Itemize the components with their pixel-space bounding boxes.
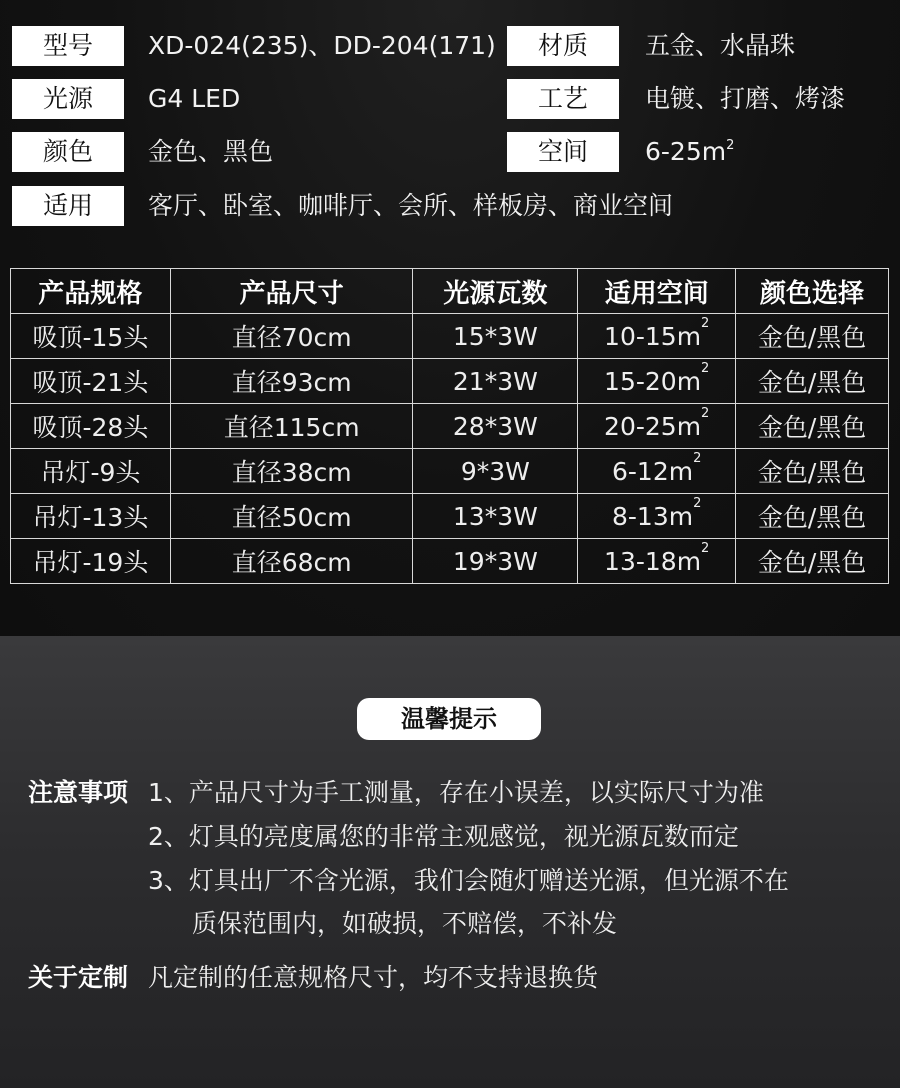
space-text: 10-15m <box>604 321 702 351</box>
spec-label-light-source: 光源 <box>12 79 124 119</box>
cell-space <box>578 314 736 359</box>
tips-section <box>0 636 900 1088</box>
notice-item: 3、灯具出厂不含光源，我们会随灯赠送光源，但光源不在 <box>148 866 789 895</box>
cell-size: 直径93cm <box>170 359 413 404</box>
cell-spec: 吊灯-19头 <box>11 539 171 584</box>
cell-space <box>578 494 736 539</box>
spec-row-model <box>0 26 900 66</box>
table-row <box>11 494 889 539</box>
cell-wattage: 13*3W <box>413 494 578 539</box>
cell-space <box>578 539 736 584</box>
spec-label-craft: 工艺 <box>507 79 619 119</box>
spec-label-color: 颜色 <box>12 132 124 172</box>
table-header: 适用空间 <box>578 269 736 314</box>
space-sup: 2 <box>701 360 710 376</box>
cell-space <box>578 449 736 494</box>
table-row <box>11 359 889 404</box>
spec-value-usage: 客厅、卧室、咖啡厅、会所、样板房、商业空间 <box>148 191 674 220</box>
cell-size: 直径70cm <box>170 314 413 359</box>
custom-text: 凡定制的任意规格尺寸，均不支持退换货 <box>148 963 599 992</box>
cell-wattage: 21*3W <box>413 359 578 404</box>
table-header: 光源瓦数 <box>413 269 578 314</box>
spec-label-usage: 适用 <box>12 186 124 226</box>
cell-wattage: 9*3W <box>413 449 578 494</box>
cell-spec: 吸顶-15头 <box>11 314 171 359</box>
space-text: 6-12m <box>612 456 694 486</box>
space-sup: 2 <box>693 450 702 466</box>
notice-item-continued: 质保范围内，如破损，不赔偿，不补发 <box>192 909 618 938</box>
space-value-sup: 2 <box>726 138 735 153</box>
table-row <box>11 449 889 494</box>
cell-color: 金色/黑色 <box>736 449 889 494</box>
table-row <box>11 539 889 584</box>
spec-label-model: 型号 <box>12 26 124 66</box>
spec-value-craft: 电镀、打磨、烤漆 <box>645 84 846 113</box>
table-row <box>11 314 889 359</box>
cell-spec: 吊灯-13头 <box>11 494 171 539</box>
spec-row-usage <box>0 186 900 226</box>
cell-spec: 吊灯-9头 <box>11 449 171 494</box>
custom-label: 关于定制 <box>28 963 129 992</box>
cell-wattage: 28*3W <box>413 404 578 449</box>
notice-label: 注意事项 <box>28 778 129 807</box>
space-text: 20-25m <box>604 411 702 441</box>
space-sup: 2 <box>693 495 702 511</box>
cell-space <box>578 404 736 449</box>
spec-value-color: 金色、黑色 <box>148 137 274 166</box>
spec-label-material: 材质 <box>507 26 619 66</box>
cell-size: 直径38cm <box>170 449 413 494</box>
space-sup: 2 <box>701 405 710 421</box>
cell-spec: 吸顶-28头 <box>11 404 171 449</box>
cell-spec: 吸顶-21头 <box>11 359 171 404</box>
cell-color: 金色/黑色 <box>736 494 889 539</box>
cell-color: 金色/黑色 <box>736 404 889 449</box>
table-row <box>11 404 889 449</box>
spec-row-color <box>0 132 900 172</box>
cell-wattage: 19*3W <box>413 539 578 584</box>
spec-value-material: 五金、水晶珠 <box>645 31 796 60</box>
cell-size: 直径68cm <box>170 539 413 584</box>
spec-row-light-source <box>0 79 900 119</box>
table-header: 产品尺寸 <box>170 269 413 314</box>
notice-item: 2、灯具的亮度属您的非常主观感觉，视光源瓦数而定 <box>148 822 739 851</box>
spec-value-space <box>645 132 734 172</box>
spec-label-space: 空间 <box>507 132 619 172</box>
cell-size: 直径115cm <box>170 404 413 449</box>
space-text: 13-18m <box>604 546 702 576</box>
space-text: 8-13m <box>612 501 694 531</box>
cell-space <box>578 359 736 404</box>
table-header: 颜色选择 <box>736 269 889 314</box>
cell-size: 直径50cm <box>170 494 413 539</box>
notice-item: 1、产品尺寸为手工测量，存在小误差，以实际尺寸为准 <box>148 778 764 807</box>
cell-wattage: 15*3W <box>413 314 578 359</box>
spec-value-model: XD-024(235)、DD-204(171) <box>148 31 496 60</box>
table-header-row <box>11 269 889 314</box>
space-sup: 2 <box>701 540 710 556</box>
space-sup: 2 <box>701 315 710 331</box>
table-body <box>11 314 889 584</box>
table-header: 产品规格 <box>11 269 171 314</box>
cell-color: 金色/黑色 <box>736 359 889 404</box>
space-text: 15-20m <box>604 366 702 396</box>
product-spec-table <box>10 268 889 584</box>
spec-value-light-source: G4 LED <box>148 84 241 113</box>
cell-color: 金色/黑色 <box>736 314 889 359</box>
tips-title: 温馨提示 <box>357 698 541 740</box>
cell-color: 金色/黑色 <box>736 539 889 584</box>
space-value-text: 6-25m <box>645 137 727 166</box>
